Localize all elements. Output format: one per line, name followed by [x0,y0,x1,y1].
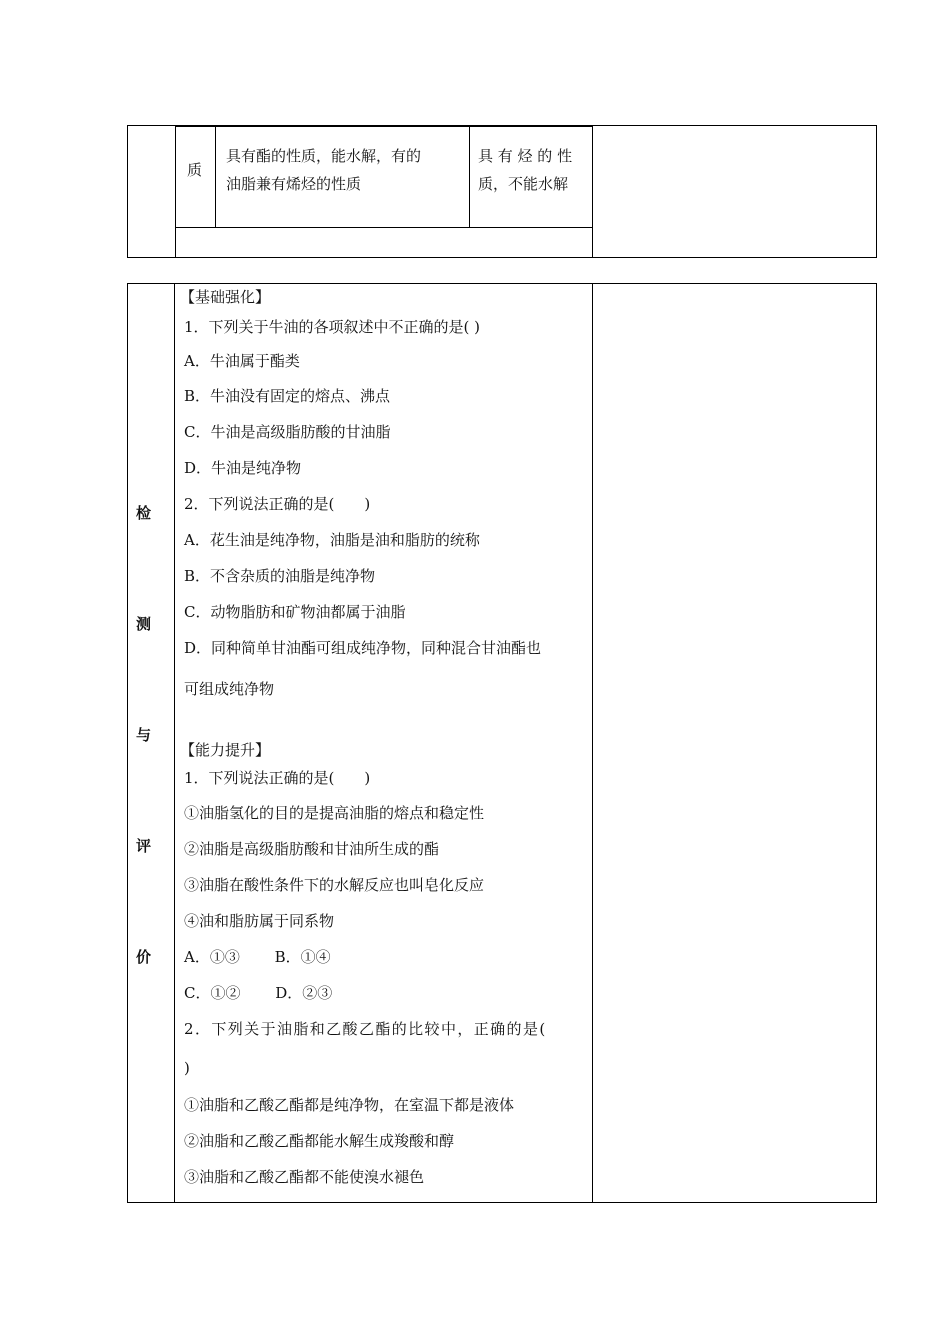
basic-q2-option: C．动物脂肪和矿物油都属于油脂 [184,603,406,621]
advanced-q2: 2．下列关于油脂和乙酸乙酯的比较中，正确的是( [184,1020,547,1038]
top-divider-middle [469,126,470,227]
advanced-q1-options: A．①③ B．①④ [184,948,331,966]
advanced-heading: 【能力提升】 [180,741,271,759]
top-oil-line-2: 油脂兼有烯烃的性质 [226,175,362,193]
top-hc-line-2: 质，不能水解 [478,175,569,193]
basic-heading: 【基础强化】 [180,288,271,306]
advanced-q2-statement: ③油脂和乙酸乙酯都不能使溴水褪色 [184,1168,425,1186]
side-label-char: 与 [136,726,152,744]
advanced-q1-statement: ①油脂氢化的目的是提高油脂的熔点和稳定性 [184,804,485,822]
basic-q1-option: D．牛油是纯净物 [184,459,302,477]
side-label-char: 评 [136,837,152,855]
advanced-q1-statement: ②油脂是高级脂肪酸和甘油所生成的酯 [184,840,440,858]
basic-q2: 2．下列说法正确的是( ) [184,495,371,513]
advanced-q1-statement: ④油和脂肪属于同系物 [184,912,335,930]
advanced-q1: 1．下列说法正确的是( ) [184,769,371,787]
side-label-char: 价 [136,948,152,966]
basic-q2-option: A．花生油是纯净物，油脂是油和脂肪的统称 [184,531,480,549]
side-label-char: 测 [136,615,152,633]
basic-q1-option: C．牛油是高级脂肪酸的甘油脂 [184,423,391,441]
top-hc-line-1: 具 有 烃 的 性 [478,147,573,165]
top-oil-line-1: 具有酯的性质，能水解，有的 [226,147,422,165]
advanced-q1-statement: ③油脂在酸性条件下的水解反应也叫皂化反应 [184,876,485,894]
advanced-q2-statement: ①油脂和乙酸乙酯都是纯净物，在室温下都是液体 [184,1096,515,1114]
basic-q2-option: D．同种简单甘油酯可组成纯净物，同种混合甘油酯也 [184,639,542,657]
basic-q1: 1．下列关于牛油的各项叙述中不正确的是( ) [184,318,481,336]
advanced-q2-statement: ②油脂和乙酸乙酯都能水解生成羧酸和醇 [184,1132,455,1150]
basic-q2-option: B．不含杂质的油脂是纯净物 [184,567,376,585]
bottom-divider-left [174,283,175,1203]
top-divider-label [215,126,216,227]
top-row-label: 质 [187,161,203,179]
advanced-q2-cont: ) [184,1059,190,1077]
bottom-divider-right [592,283,593,1203]
side-label-char: 检 [136,504,152,522]
advanced-q1-options: C．①② D．②③ [184,984,333,1002]
basic-q2-option: 可组成纯净物 [184,680,275,698]
basic-q1-option: A．牛油属于酯类 [184,352,300,370]
top-divider-blank [175,227,176,257]
top-divider-right [592,227,593,257]
basic-q1-option: B．牛油没有固定的熔点、沸点 [184,387,391,405]
